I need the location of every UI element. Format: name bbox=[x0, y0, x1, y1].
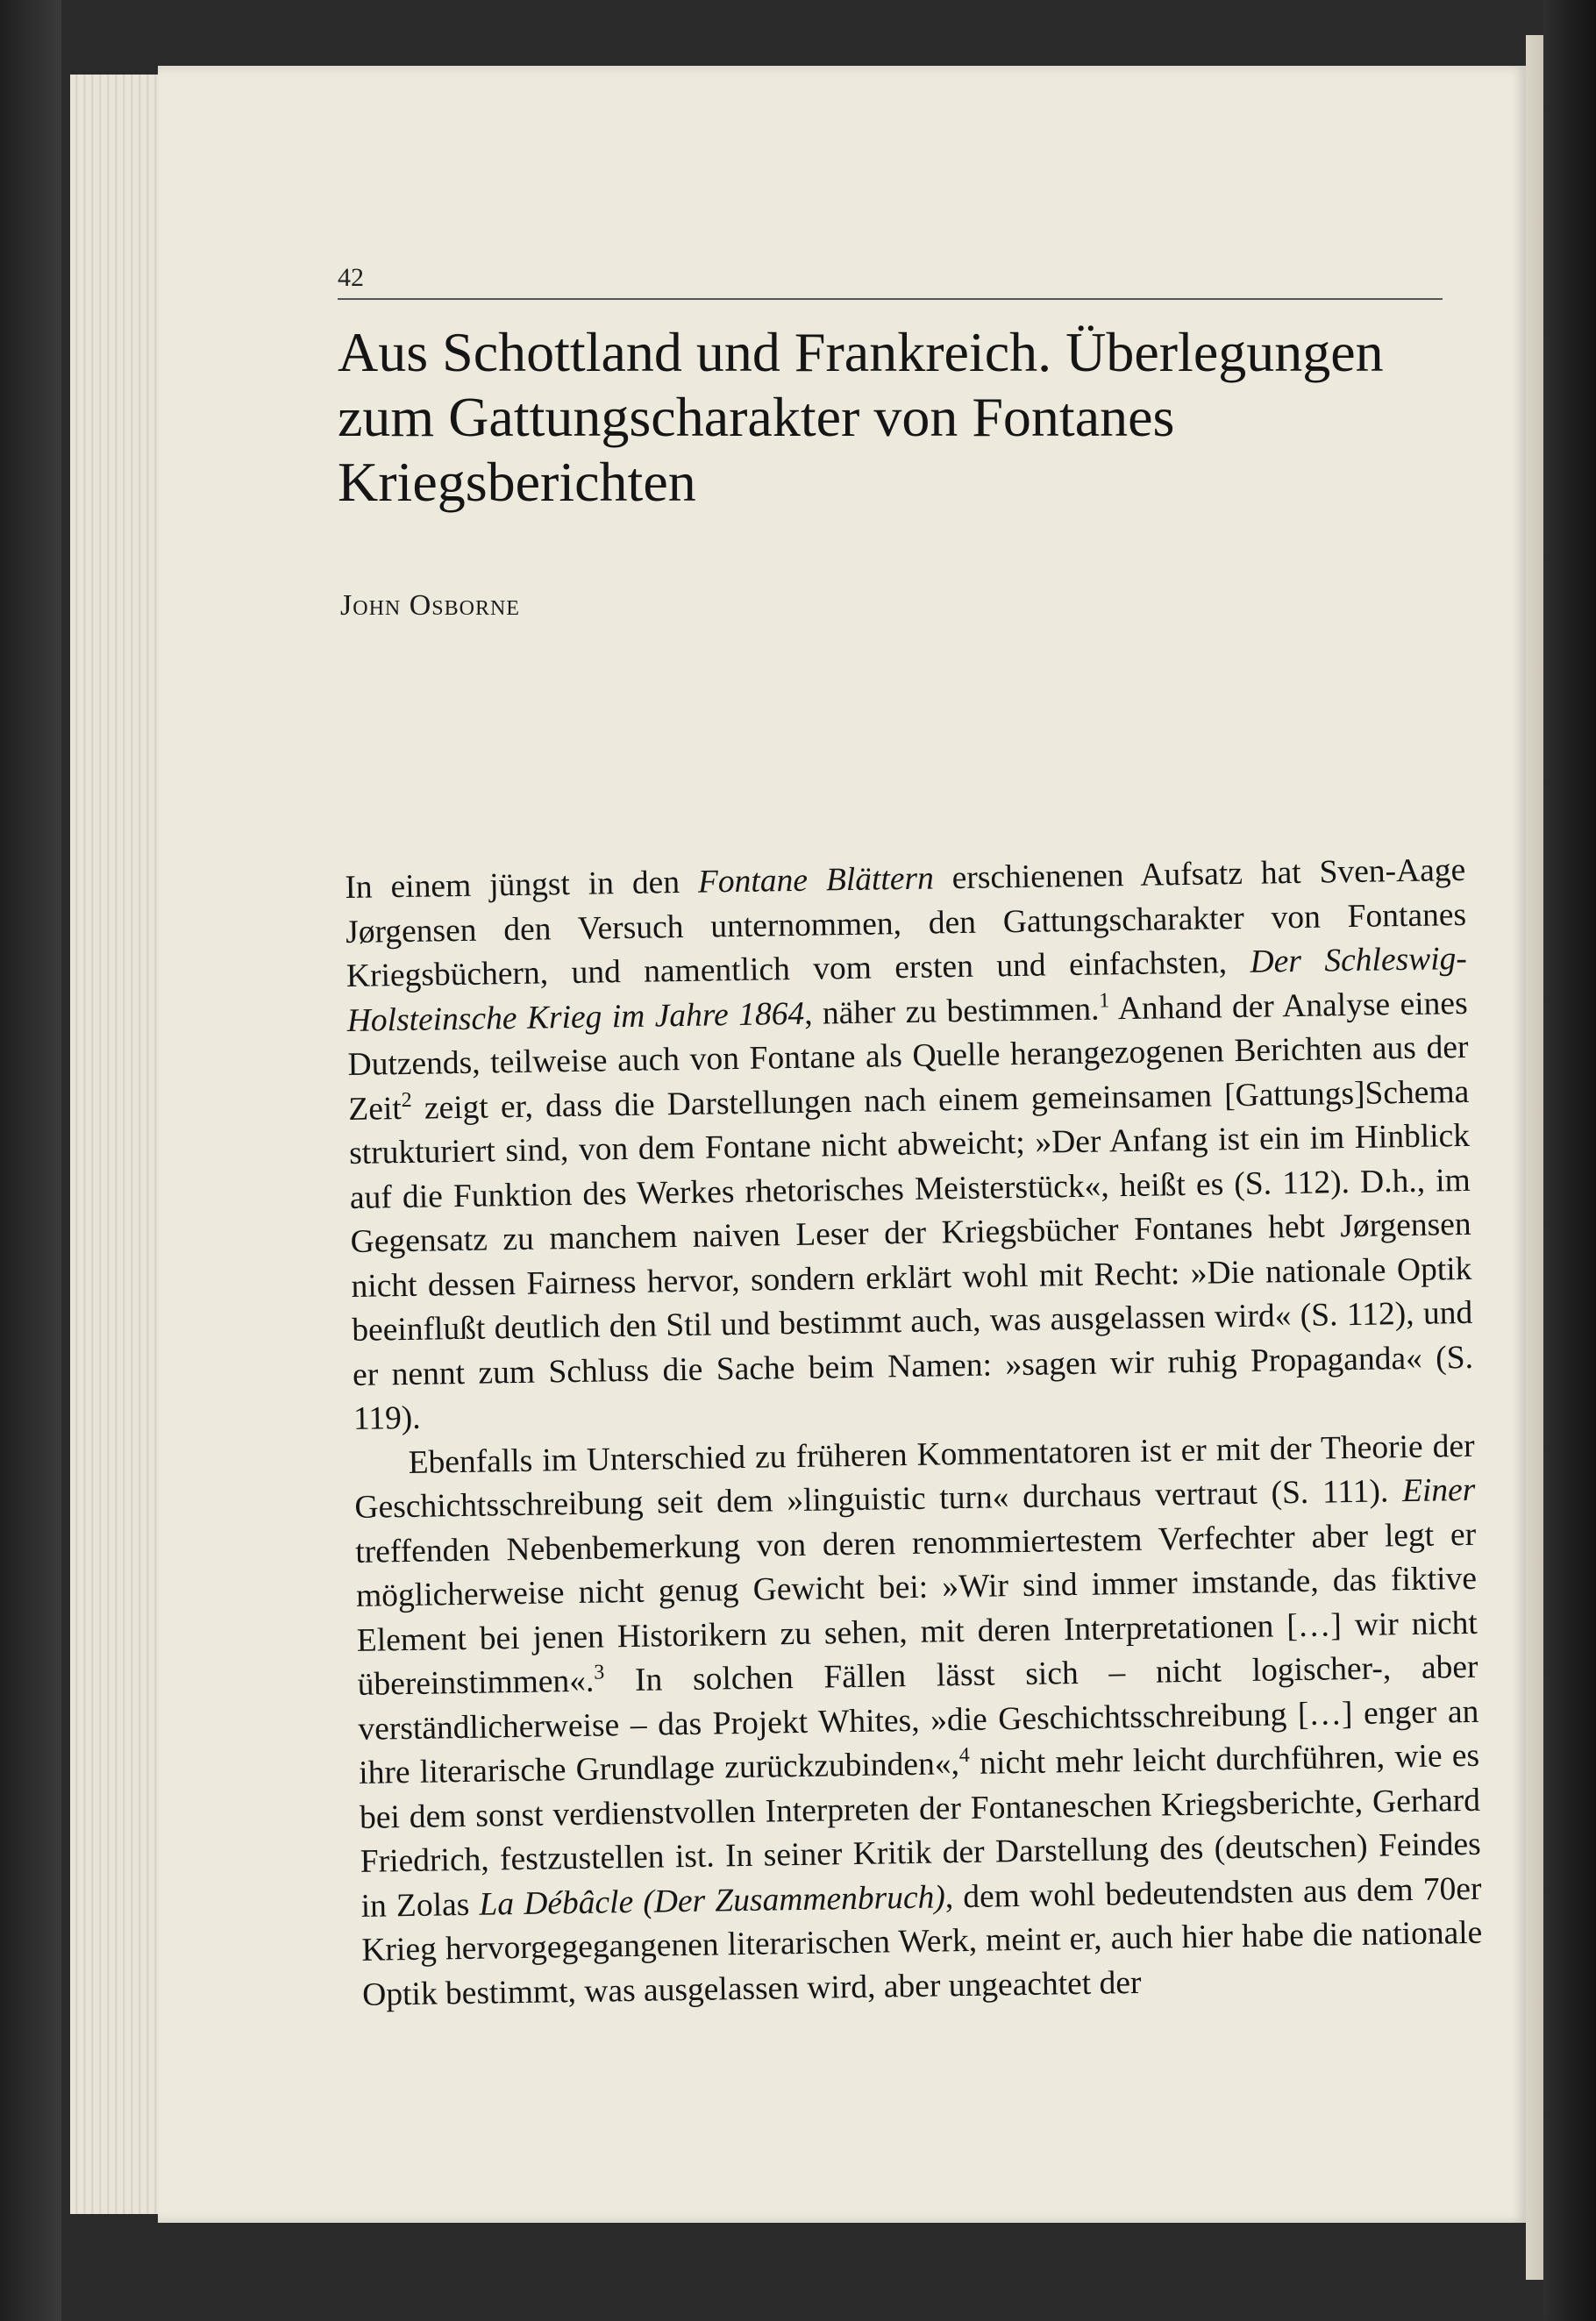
novel-title: La Débâcle (Der Zusammenbruch) bbox=[479, 1878, 946, 1923]
book-cover-edge bbox=[1543, 0, 1596, 2321]
page-number: 42 bbox=[338, 263, 364, 292]
footnote-ref-4: 4 bbox=[958, 1743, 970, 1768]
journal-title: Fontane Blättern bbox=[697, 860, 935, 901]
footnote-ref-3: 3 bbox=[594, 1661, 605, 1684]
paragraph-2: Ebenfalls im Unterschied zu früheren Kommentatoren ist er mit der Theorie der Geschichtsschreibung seit dem »linguistic turn« durchaus vertraut (S. 111). Einer treffenden Nebenbemerkung von deren renommiertestem Verfechter aber legt er möglicherweise nicht genug Gewicht bei: »Wir sind immer imstande, das fiktive Element bei jenen Historikern zu sehen, mit deren Interpretationen […] wir nicht übereinstimmen«.$^3$ In solchen Fällen lässt sich – nicht logischer-, aber verständlicherweise – das Projekt Whites, »die Geschichtsschreibung […] enger an ihre literarische Grundlage zurückzubinden«,$^4$ nicht mehr leicht durchführen, wie es bei dem sonst verdienstvollen Interpreten der Fontaneschen Kriegsberichte, Gerhard Friedrich, festzustellen ist. In seiner Kritik der Darstellung des (deutschen) Feindes in Zolas La Débâcle (Der Zusammenbruch), dem wohl bedeutendsten aus dem 70er Krieg hervorgegegangenen literarischen Werk, meint er, auch hier habe die nationale Optik bestimmt, was ausgelassen wird, aber ungeachtet der bbox=[354, 1427, 1483, 2013]
emphasis-word: Einer bbox=[1401, 1471, 1476, 1510]
article-body bbox=[345, 849, 1483, 2018]
article-title: Aus Schottland und Frankreich. Überlegungen zum Gattungscharakter von Fontanes Kriegsberichten bbox=[338, 321, 1384, 513]
book-title: Der Schleswig-Holsteinsche Krieg im Jahre 1864 bbox=[346, 940, 1468, 1039]
book-spine-shadow bbox=[0, 0, 61, 2321]
paragraph-1: In einem jüngst in den Fontane Blättern erschienenen Aufsatz hat Sven-Aage Jørgensen den Versuch unternommen, den Gattungscharakter von Fontanes Kriegsbüchern, und namentlich vom ersten und einfachsten, Der Schleswig-Holsteinsche Krieg im Jahre 1864, näher zu bestimmen.$^1$ Anhand der Analyse eines Dutzends, teilweise auch von Fontane als Quelle herangezogenen Berichten aus der Zeit$^2$ zeigt er, dass die Darstellungen nach einem gemeinsamen [Gattungs]Schema strukturiert sind, von dem Fontane nicht abweicht; »Der Anfang ist ein im Hinblick auf die Funktion des Werkes rhetorisches Meisterstück«, heißt es (S. 112). D.h., im Gegensatz zu manchem naiven Leser der Kriegsbücher Fontanes hebt Jørgensen nicht dessen Fairness hervor, sondern erklärt wohl mit Recht: »Die nationale Optik beeinflußt deutlich den Stil und bestimmt auch, was ausgelassen wird« (S. 112), und er nennt zum Schluss die Sache beim Namen: »sagen wir ruhig Propaganda« (S. 119). bbox=[345, 851, 1474, 1437]
footnote-ref-1: 1 bbox=[1099, 988, 1110, 1013]
article-author: John Osborne bbox=[340, 589, 520, 622]
footnote-ref-2: 2 bbox=[401, 1088, 412, 1112]
running-head bbox=[338, 263, 1443, 300]
